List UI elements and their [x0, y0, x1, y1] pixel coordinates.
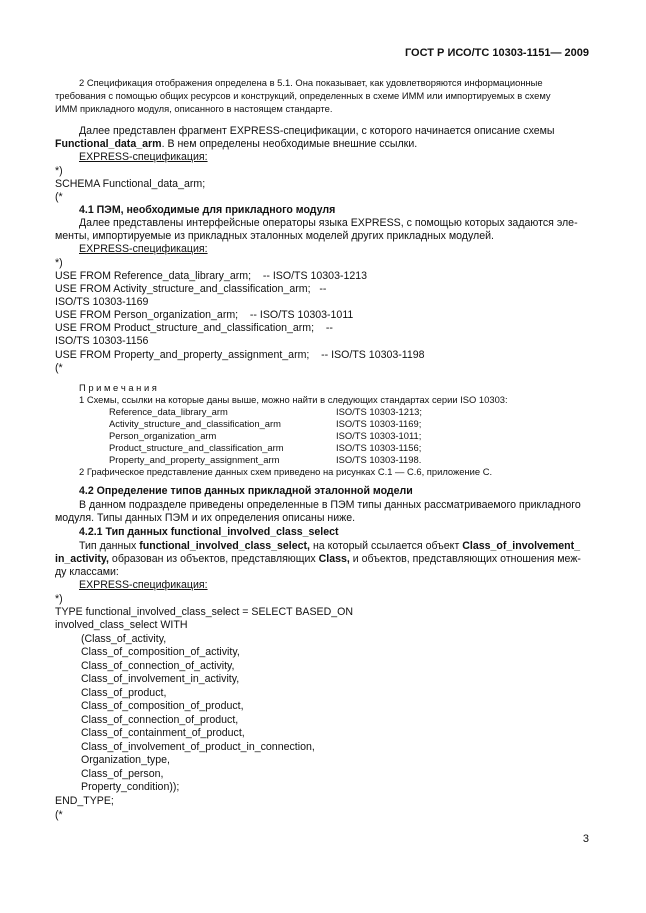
text-run: образован из объектов, представляющих — [108, 553, 319, 565]
section-4-2-1-text-3: ду классами: — [55, 566, 119, 578]
express-label: EXPRESS-спецификация: — [79, 243, 208, 255]
type-item: Class_of_containment_of_product, — [81, 727, 245, 739]
section-4-1-text-2: менты, импортируемые из прикладных эталонных моделей других прикладных модулей. — [55, 230, 494, 242]
type-item: Organization_type, — [81, 754, 170, 766]
section-4-2-title: 4.2 Определение типов данных прикладной эталонной модели — [79, 485, 413, 497]
comment-open: *) — [55, 165, 63, 177]
note-table-standard: ISO/TS 10303-1213; — [336, 406, 422, 417]
comment-close: (* — [55, 191, 63, 203]
use-line: USE FROM Person_organization_arm; -- ISO/TS 10303-1011 — [55, 309, 354, 321]
note-table-standard: ISO/TS 10303-1198. — [336, 454, 422, 465]
use-line: ISO/TS 10303-1169 — [55, 296, 149, 308]
type-item: Class_of_person, — [81, 768, 164, 780]
note-table-schema: Person_organization_arm — [109, 430, 217, 441]
paragraph-spec-line-2: требования с помощью общих ресурсов и конструкций, определенных в схеме ИММ или импортируемых в схему — [55, 90, 551, 101]
comment-open: *) — [55, 257, 63, 269]
note-table-schema: Product_structure_and_classification_arm — [109, 442, 284, 453]
note-2: 2 Графическое представление данных схем приведено на рисунках С.1 — С.6, приложение С. — [79, 466, 493, 477]
section-4-1-title: 4.1 ПЭМ, необходимые для прикладного модуля — [79, 204, 336, 216]
text-run: и объектов, представляющих отношения меж- — [349, 553, 581, 565]
note-table-standard: ISO/TS 10303-1169; — [336, 418, 422, 429]
type-item: (Class_of_activity, — [81, 633, 167, 645]
type-name: functional_involved_class_select, — [139, 540, 310, 552]
section-4-1-text-1: Далее представлены интерфейсные операторы языка EXPRESS, с помощью которых задаются эле- — [79, 217, 578, 229]
type-item: Class_of_product, — [81, 687, 167, 699]
page-number: 3 — [582, 833, 589, 845]
comment-close: (* — [55, 809, 63, 821]
notes-title: П р и м е ч а н и я — [79, 382, 157, 393]
class-name: Class, — [318, 553, 350, 565]
type-head-line: involved_class_select WITH — [55, 619, 188, 631]
note-table-standard: ISO/TS 10303-1156; — [336, 442, 422, 453]
type-item: Class_of_involvement_in_activity, — [81, 673, 240, 685]
section-4-2-1-text-1 — [79, 541, 580, 552]
express-label: EXPRESS-спецификация: — [79, 579, 208, 591]
type-item: Class_of_connection_of_activity, — [81, 660, 235, 672]
express-label: EXPRESS-спецификация: — [79, 151, 208, 163]
paragraph-intro-line-1: Далее представлен фрагмент EXPRESS-спецификации, с которого начинается описание схемы — [79, 125, 555, 137]
note-table-standard: ISO/TS 10303-1011; — [336, 430, 422, 441]
section-4-2-text-1: В данном подразделе приведены определенные в ПЭМ типы данных рассматриваемого прикладного — [79, 499, 581, 511]
type-item: Class_of_involvement_of_product_in_connection, — [81, 741, 315, 753]
text-run: на который ссылается объект — [310, 540, 463, 552]
paragraph-intro-rest: . В нем определены необходимые внешние ссылки. — [161, 138, 418, 150]
note-1: 1 Схемы, ссылки на которые даны выше, можно найти в следующих стандартах серии ISO 10303: — [79, 394, 508, 405]
type-item: Class_of_composition_of_activity, — [81, 646, 240, 658]
paragraph-spec-line-3: ИММ прикладного модуля, описанного в настоящем стандарте. — [55, 103, 333, 114]
type-item: Property_condition)); — [81, 781, 180, 793]
use-line: USE FROM Activity_structure_and_classification_arm; -- — [55, 283, 327, 295]
note-table-schema: Reference_data_library_arm — [109, 406, 228, 417]
type-head-line: TYPE functional_involved_class_select = SELECT BASED_ON — [55, 606, 354, 618]
text-run: Тип данных — [79, 540, 140, 552]
note-table-schema: Property_and_property_assignment_arm — [109, 454, 280, 465]
end-type: END_TYPE; — [55, 795, 114, 807]
section-4-2-1-title: 4.2.1 Тип данных functional_involved_class_select — [79, 526, 339, 538]
type-item: Class_of_composition_of_product, — [81, 700, 244, 712]
entity-name: in_activity, — [55, 553, 109, 565]
note-table-schema: Activity_structure_and_classification_arm — [109, 418, 281, 429]
use-line: USE FROM Property_and_property_assignment_arm; -- ISO/TS 10303-1198 — [55, 349, 425, 361]
entity-name: Class_of_involvement_ — [462, 540, 580, 552]
use-line: USE FROM Reference_data_library_arm; -- ISO/TS 10303-1213 — [55, 270, 368, 282]
section-4-2-text-2: модуля. Типы данных ПЭМ и их определения описаны ниже. — [55, 512, 356, 524]
comment-close: (* — [55, 362, 63, 374]
section-4-2-1-text-2 — [55, 554, 581, 565]
paragraph-intro-line-2 — [55, 139, 417, 150]
schema-line: SCHEMA Functional_data_arm; — [55, 178, 206, 190]
comment-open: *) — [55, 593, 63, 605]
page-header: ГОСТ Р ИСО/ТС 10303-1151— 2009 — [404, 47, 589, 59]
use-line: USE FROM Product_structure_and_classification_arm; -- — [55, 322, 333, 334]
type-item: Class_of_connection_of_product, — [81, 714, 239, 726]
paragraph-spec-line-1: 2 Спецификация отображения определена в 5.1. Она показывает, как удовлетворяются информационные — [79, 77, 543, 88]
use-line: ISO/TS 10303-1156 — [55, 335, 149, 347]
schema-name: Functional_data_arm — [55, 138, 162, 150]
